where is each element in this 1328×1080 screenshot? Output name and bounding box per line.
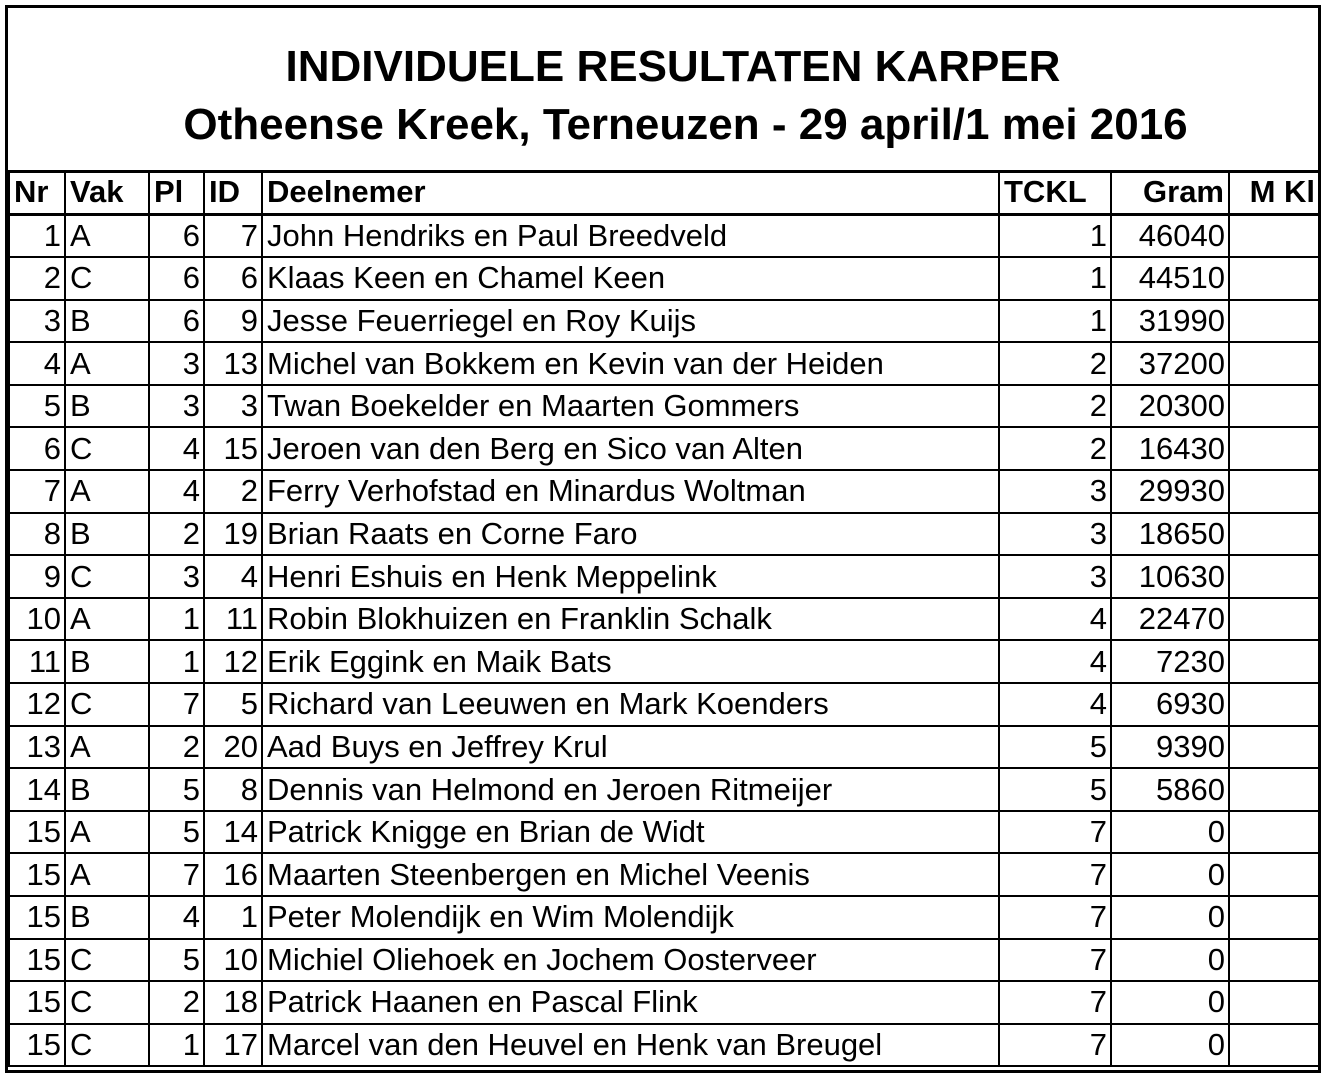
cell-id: 18 (204, 981, 262, 1024)
cell-gram: 0 (1111, 939, 1229, 982)
table-row (9, 342, 1320, 385)
cell-deelnemer: Henri Eshuis en Henk Meppelink (262, 555, 999, 598)
cell-id: 2 (204, 470, 262, 513)
cell-vak: B (65, 640, 149, 683)
cell-vak: B (65, 896, 149, 939)
cell-id: 12 (204, 640, 262, 683)
cell-mkl (1229, 768, 1320, 811)
cell-tckl: 1 (999, 215, 1111, 258)
cell-vak: A (65, 215, 149, 258)
cell-vak: C (65, 427, 149, 470)
cell-mkl (1229, 513, 1320, 556)
cell-deelnemer: Michiel Oliehoek en Jochem Oosterveer (262, 939, 999, 982)
cell-pl: 4 (149, 470, 204, 513)
cell-mkl (1229, 853, 1320, 896)
cell-pl: 1 (149, 1024, 204, 1067)
cell-id: 15 (204, 427, 262, 470)
cell-mkl (1229, 342, 1320, 385)
cell-mkl (1229, 939, 1320, 982)
cell-id: 16 (204, 853, 262, 896)
cell-deelnemer: Richard van Leeuwen en Mark Koenders (262, 683, 999, 726)
cell-tckl: 7 (999, 939, 1111, 982)
cell-vak: C (65, 257, 149, 300)
cell-vak: B (65, 768, 149, 811)
table-row (9, 257, 1320, 300)
table-row (9, 427, 1320, 470)
cell-pl: 1 (149, 640, 204, 683)
title-block (8, 8, 1318, 170)
col-header-gram: Gram (1111, 172, 1229, 215)
cell-mkl (1229, 555, 1320, 598)
cell-tckl: 7 (999, 896, 1111, 939)
table-row (9, 300, 1320, 343)
cell-gram: 20300 (1111, 385, 1229, 428)
cell-pl: 1 (149, 598, 204, 641)
cell-nr: 15 (9, 811, 65, 854)
table-row (9, 726, 1320, 769)
table-row (9, 555, 1320, 598)
cell-tckl: 2 (999, 342, 1111, 385)
cell-pl: 5 (149, 768, 204, 811)
cell-nr: 12 (9, 683, 65, 726)
cell-gram: 44510 (1111, 257, 1229, 300)
table-row (9, 513, 1320, 556)
cell-pl: 2 (149, 513, 204, 556)
cell-vak: C (65, 555, 149, 598)
cell-id: 13 (204, 342, 262, 385)
cell-deelnemer: Twan Boekelder en Maarten Gommers (262, 385, 999, 428)
cell-mkl (1229, 811, 1320, 854)
table-row (9, 1024, 1320, 1067)
cell-deelnemer: Brian Raats en Corne Faro (262, 513, 999, 556)
cell-tckl: 7 (999, 981, 1111, 1024)
cell-id: 9 (204, 300, 262, 343)
table-row (9, 598, 1320, 641)
cell-vak: C (65, 939, 149, 982)
cell-gram: 5860 (1111, 768, 1229, 811)
cell-tckl: 2 (999, 427, 1111, 470)
cell-mkl (1229, 726, 1320, 769)
col-header-vak: Vak (65, 172, 149, 215)
col-header-tckl: TCKL (999, 172, 1111, 215)
cell-id: 3 (204, 385, 262, 428)
cell-gram: 9390 (1111, 726, 1229, 769)
cell-id: 11 (204, 598, 262, 641)
cell-mkl (1229, 896, 1320, 939)
table-row (9, 683, 1320, 726)
cell-mkl (1229, 300, 1320, 343)
cell-mkl (1229, 385, 1320, 428)
cell-deelnemer: Robin Blokhuizen en Franklin Schalk (262, 598, 999, 641)
cell-pl: 6 (149, 300, 204, 343)
cell-nr: 11 (9, 640, 65, 683)
table-row (9, 939, 1320, 982)
cell-gram: 0 (1111, 853, 1229, 896)
cell-vak: C (65, 683, 149, 726)
table-row (9, 385, 1320, 428)
cell-id: 10 (204, 939, 262, 982)
cell-mkl (1229, 981, 1320, 1024)
cell-gram: 18650 (1111, 513, 1229, 556)
cell-gram: 0 (1111, 811, 1229, 854)
cell-id: 6 (204, 257, 262, 300)
cell-deelnemer: Maarten Steenbergen en Michel Veenis (262, 853, 999, 896)
cell-tckl: 1 (999, 300, 1111, 343)
cell-pl: 5 (149, 811, 204, 854)
cell-tckl: 5 (999, 726, 1111, 769)
cell-mkl (1229, 598, 1320, 641)
cell-nr: 10 (9, 598, 65, 641)
cell-pl: 4 (149, 427, 204, 470)
cell-deelnemer: Jesse Feuerriegel en Roy Kuijs (262, 300, 999, 343)
cell-pl: 6 (149, 257, 204, 300)
cell-gram: 0 (1111, 896, 1229, 939)
cell-gram: 37200 (1111, 342, 1229, 385)
cell-gram: 46040 (1111, 215, 1229, 258)
cell-tckl: 1 (999, 257, 1111, 300)
cell-id: 20 (204, 726, 262, 769)
page-subtitle: Otheense Kreek, Terneuzen - 29 april/1 mei 2016 (183, 100, 1188, 149)
cell-id: 4 (204, 555, 262, 598)
cell-nr: 4 (9, 342, 65, 385)
cell-id: 14 (204, 811, 262, 854)
cell-tckl: 3 (999, 513, 1111, 556)
table-row (9, 640, 1320, 683)
cell-vak: C (65, 1024, 149, 1067)
table-row (9, 470, 1320, 513)
cell-deelnemer: Marcel van den Heuvel en Henk van Breugel (262, 1024, 999, 1067)
cell-deelnemer: Ferry Verhofstad en Minardus Woltman (262, 470, 999, 513)
cell-nr: 14 (9, 768, 65, 811)
cell-vak: A (65, 470, 149, 513)
cell-vak: A (65, 598, 149, 641)
cell-deelnemer: Jeroen van den Berg en Sico van Alten (262, 427, 999, 470)
cell-pl: 7 (149, 853, 204, 896)
cell-nr: 5 (9, 385, 65, 428)
cell-vak: B (65, 513, 149, 556)
cell-nr: 15 (9, 981, 65, 1024)
cell-vak: C (65, 981, 149, 1024)
cell-vak: A (65, 811, 149, 854)
cell-gram: 6930 (1111, 683, 1229, 726)
cell-deelnemer: John Hendriks en Paul Breedveld (262, 215, 999, 258)
cell-gram: 22470 (1111, 598, 1229, 641)
cell-deelnemer: Michel van Bokkem en Kevin van der Heiden (262, 342, 999, 385)
cell-gram: 7230 (1111, 640, 1229, 683)
cell-tckl: 5 (999, 768, 1111, 811)
table-row (9, 981, 1320, 1024)
cell-mkl (1229, 640, 1320, 683)
cell-deelnemer: Dennis van Helmond en Jeroen Ritmeijer (262, 768, 999, 811)
cell-gram: 10630 (1111, 555, 1229, 598)
cell-nr: 15 (9, 1024, 65, 1067)
cell-vak: B (65, 385, 149, 428)
cell-tckl: 7 (999, 1024, 1111, 1067)
cell-pl: 2 (149, 726, 204, 769)
cell-gram: 29930 (1111, 470, 1229, 513)
cell-mkl (1229, 470, 1320, 513)
results-table (8, 170, 1321, 1067)
cell-gram: 0 (1111, 981, 1229, 1024)
cell-mkl (1229, 257, 1320, 300)
cell-nr: 15 (9, 939, 65, 982)
col-header-pl: Pl (149, 172, 204, 215)
cell-nr: 3 (9, 300, 65, 343)
header-row (9, 172, 1320, 215)
cell-pl: 2 (149, 981, 204, 1024)
cell-mkl (1229, 427, 1320, 470)
cell-pl: 6 (149, 215, 204, 258)
table-row (9, 768, 1320, 811)
cell-gram: 16430 (1111, 427, 1229, 470)
cell-deelnemer: Aad Buys en Jeffrey Krul (262, 726, 999, 769)
cell-deelnemer: Peter Molendijk en Wim Molendijk (262, 896, 999, 939)
cell-tckl: 2 (999, 385, 1111, 428)
cell-gram: 31990 (1111, 300, 1229, 343)
cell-deelnemer: Erik Eggink en Maik Bats (262, 640, 999, 683)
cell-nr: 9 (9, 555, 65, 598)
col-header-id: ID (204, 172, 262, 215)
cell-pl: 3 (149, 555, 204, 598)
cell-vak: A (65, 342, 149, 385)
cell-nr: 1 (9, 215, 65, 258)
cell-id: 1 (204, 896, 262, 939)
col-header-deelnemer: Deelnemer (262, 172, 999, 215)
cell-pl: 4 (149, 896, 204, 939)
cell-pl: 3 (149, 342, 204, 385)
col-header-nr: Nr (9, 172, 65, 215)
cell-nr: 13 (9, 726, 65, 769)
cell-tckl: 4 (999, 683, 1111, 726)
page-title: INDIVIDUELE RESULTATEN KARPER (285, 42, 1061, 91)
cell-id: 19 (204, 513, 262, 556)
table-body (9, 215, 1320, 1067)
cell-deelnemer: Patrick Haanen en Pascal Flink (262, 981, 999, 1024)
table-row (9, 896, 1320, 939)
cell-mkl (1229, 683, 1320, 726)
cell-nr: 15 (9, 853, 65, 896)
cell-id: 5 (204, 683, 262, 726)
cell-nr: 8 (9, 513, 65, 556)
cell-deelnemer: Patrick Knigge en Brian de Widt (262, 811, 999, 854)
cell-pl: 7 (149, 683, 204, 726)
cell-nr: 2 (9, 257, 65, 300)
cell-nr: 6 (9, 427, 65, 470)
col-header-mkl: M Kl (1229, 172, 1320, 215)
cell-tckl: 7 (999, 853, 1111, 896)
cell-pl: 3 (149, 385, 204, 428)
cell-nr: 7 (9, 470, 65, 513)
cell-tckl: 3 (999, 470, 1111, 513)
cell-nr: 15 (9, 896, 65, 939)
cell-gram: 0 (1111, 1024, 1229, 1067)
cell-pl: 5 (149, 939, 204, 982)
table-row (9, 811, 1320, 854)
cell-deelnemer: Klaas Keen en Chamel Keen (262, 257, 999, 300)
cell-id: 7 (204, 215, 262, 258)
cell-tckl: 7 (999, 811, 1111, 854)
cell-tckl: 3 (999, 555, 1111, 598)
cell-tckl: 4 (999, 640, 1111, 683)
cell-vak: B (65, 300, 149, 343)
cell-mkl (1229, 1024, 1320, 1067)
cell-vak: A (65, 726, 149, 769)
cell-mkl (1229, 215, 1320, 258)
table-header (9, 172, 1320, 215)
cell-id: 8 (204, 768, 262, 811)
cell-vak: A (65, 853, 149, 896)
table-row (9, 853, 1320, 896)
table-row (9, 215, 1320, 258)
cell-tckl: 4 (999, 598, 1111, 641)
cell-id: 17 (204, 1024, 262, 1067)
